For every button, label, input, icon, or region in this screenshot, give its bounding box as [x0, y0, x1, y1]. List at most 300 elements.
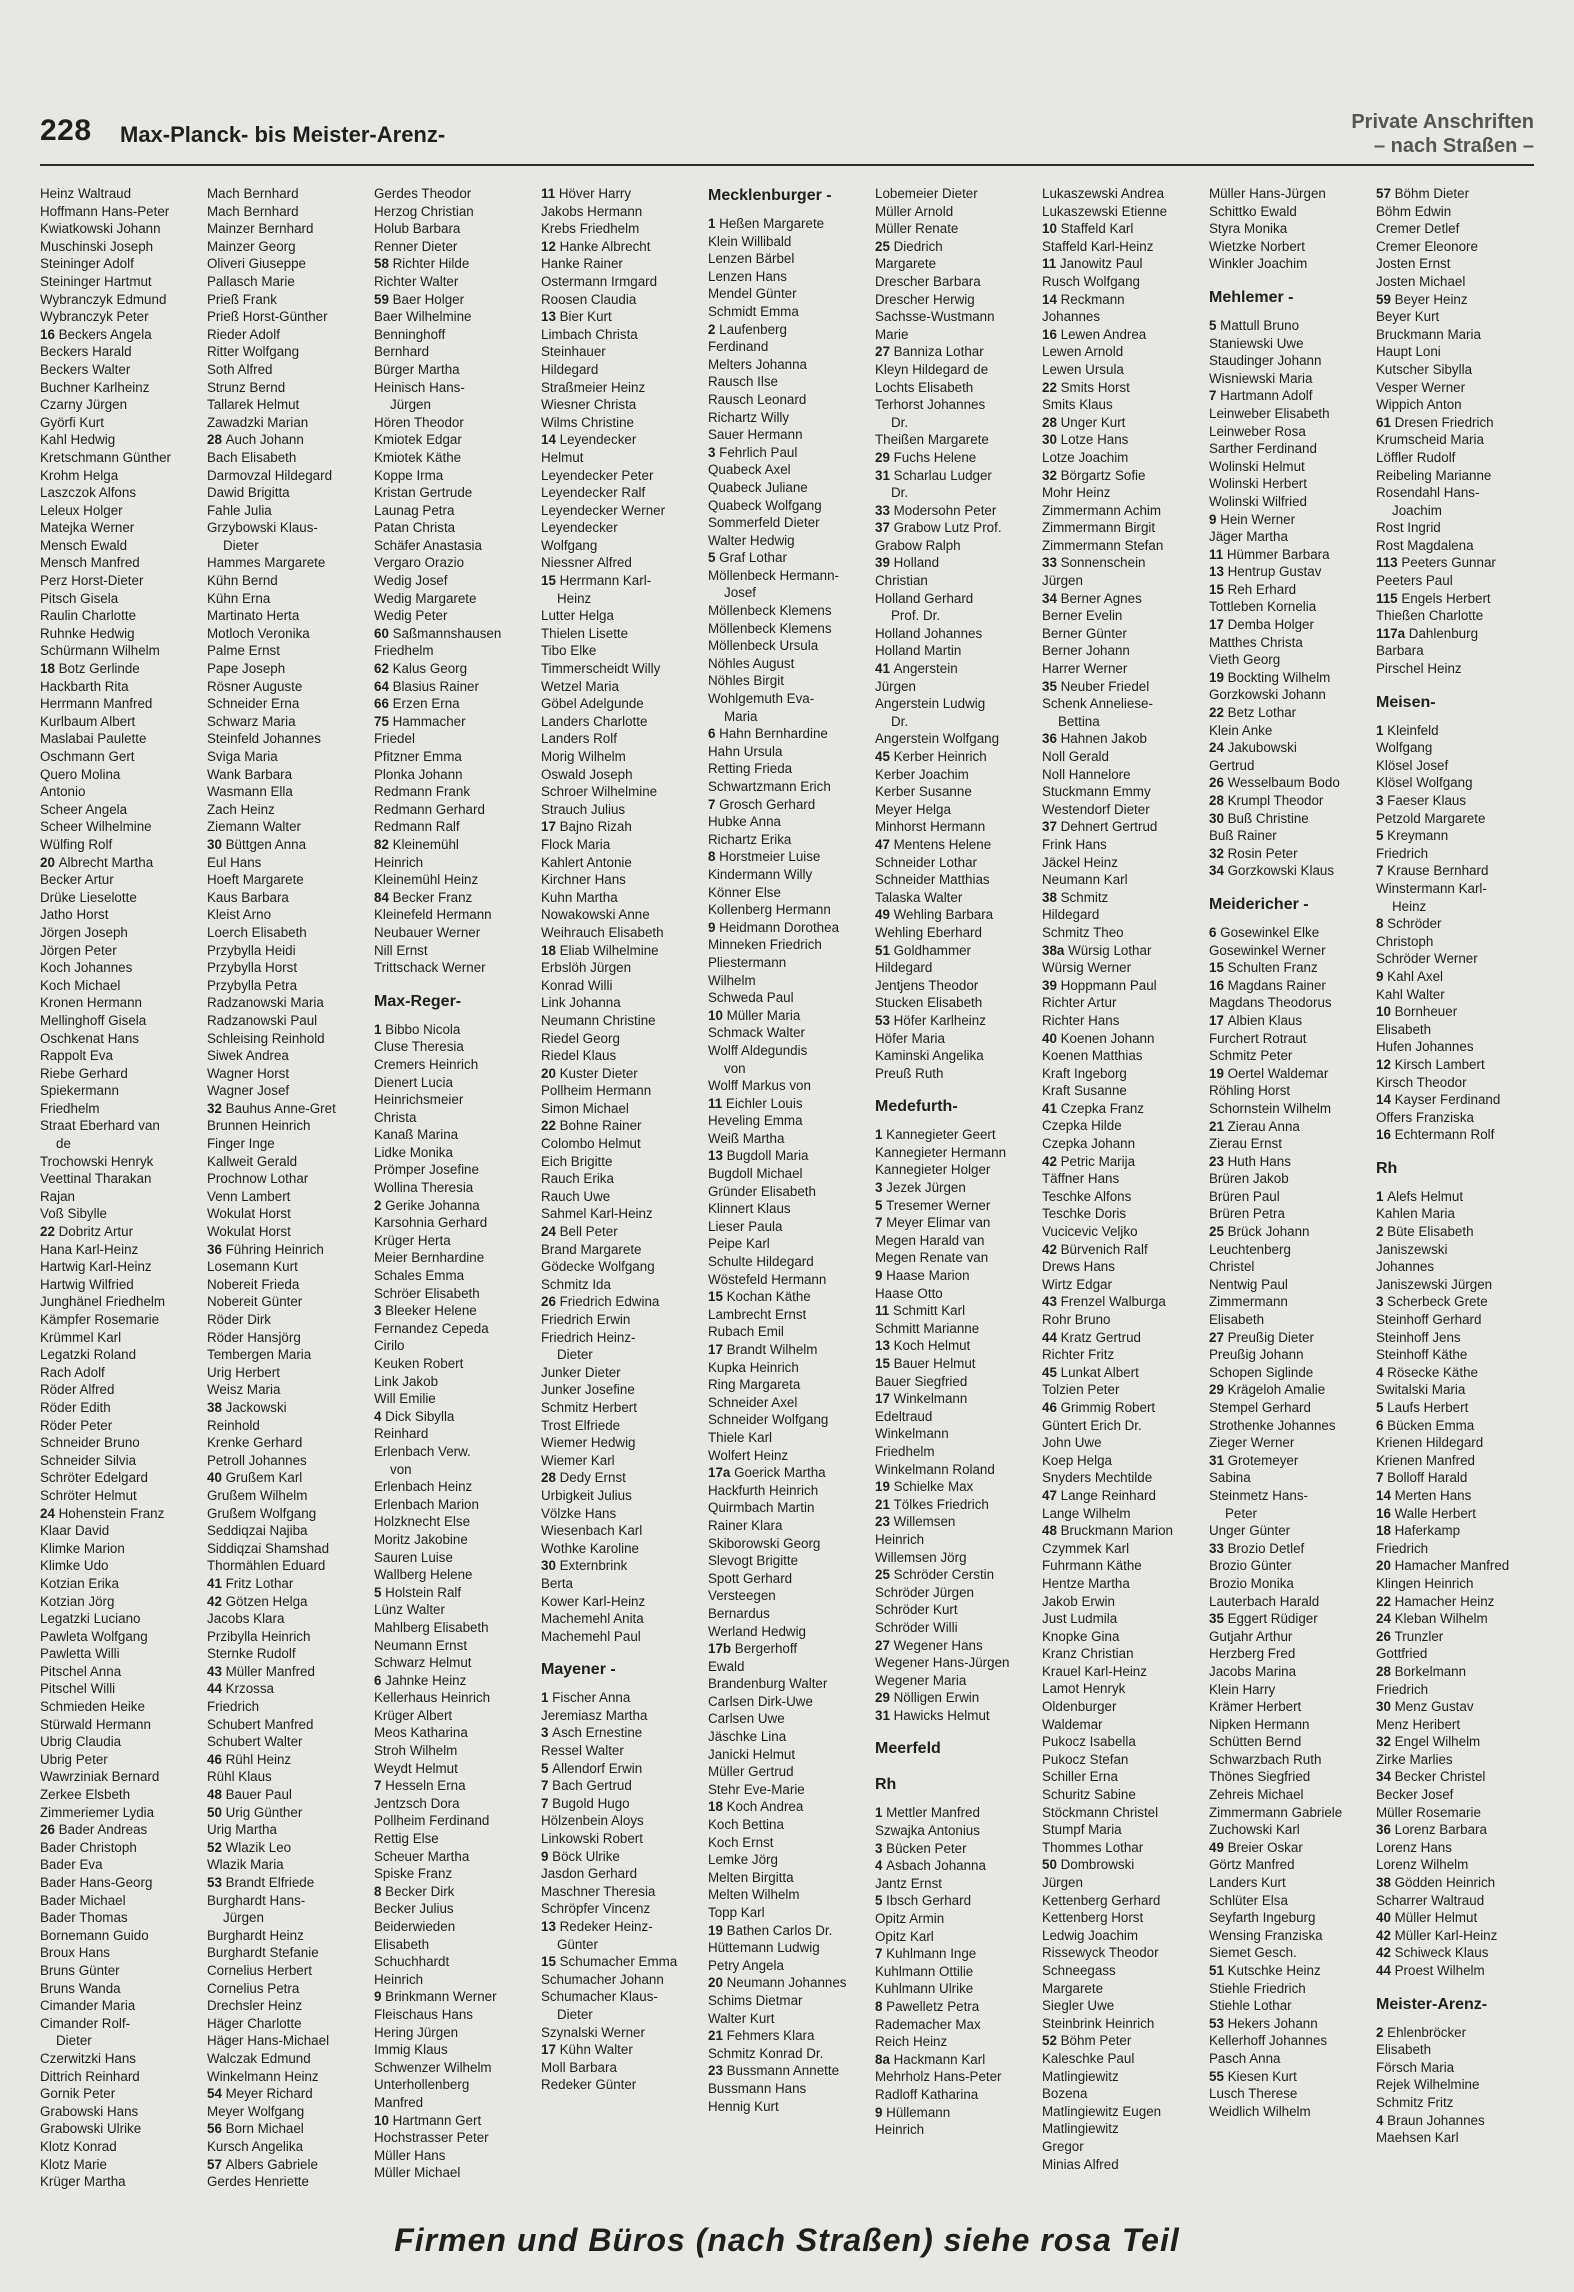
directory-entry: Gornik Peter	[40, 2086, 116, 2102]
directory-entry: Ledwig Joachim	[1042, 1927, 1139, 1943]
directory-entry	[1042, 379, 1202, 397]
directory-entry: Retting Frieda	[708, 761, 793, 777]
directory-entry	[541, 1724, 701, 1742]
directory-entry: Heinz	[557, 590, 592, 606]
directory-entry	[875, 238, 1035, 256]
directory-entry: Megen Harald van	[875, 1232, 985, 1248]
directory-entry: Holland Gerhard	[875, 590, 974, 606]
resident-name: Becker Franz	[392, 889, 473, 905]
resident-name: Tölkes Friedrich	[893, 1496, 989, 1512]
house-number: 24	[40, 1505, 59, 1521]
directory-entry: Wolinski Helmut	[1209, 458, 1305, 474]
street-heading: Meerfeld	[875, 1740, 941, 1758]
directory-entry: Stöckmann Christel	[1042, 1804, 1159, 1820]
directory-entry: Styra Monika	[1209, 221, 1288, 237]
directory-entry	[875, 1197, 1035, 1215]
directory-entry: Marie	[875, 326, 909, 342]
directory-entry: Holub Barbara	[374, 221, 461, 237]
house-number: 13	[708, 1148, 727, 1164]
resident-name: Reh Erhard	[1227, 581, 1297, 597]
house-number: 9	[875, 1268, 887, 1284]
resident-name: Dedy Ernst	[559, 1470, 626, 1486]
directory-entry: Winstermann Karl-	[1376, 880, 1487, 896]
directory-entry: Ressel Walter	[541, 1743, 624, 1759]
resident-name: Brück Johann	[1227, 1224, 1310, 1240]
directory-entry: Drews Hans	[1042, 1259, 1115, 1275]
directory-entry: Moritz Jakobine	[374, 1531, 468, 1547]
house-number: 10	[1042, 221, 1061, 237]
directory-entry: Görtz Manfred	[1209, 1857, 1295, 1873]
house-number: 37	[1042, 819, 1061, 835]
directory-entry: Krenke Gerhard	[207, 1435, 303, 1451]
directory-entry: Lidke Monika	[374, 1144, 453, 1160]
directory-entry: Klotz Marie	[40, 2156, 107, 2172]
directory-entry: Riedel Klaus	[541, 1048, 617, 1064]
directory-entry	[875, 1945, 1035, 1963]
directory-entry	[1376, 1927, 1536, 1945]
directory-entry	[1376, 968, 1536, 986]
directory-entry: Lambrecht Ernst	[708, 1306, 807, 1322]
directory-entry: Martinato Herta	[207, 608, 300, 624]
directory-entry: Stempel Gerhard	[1209, 1400, 1311, 1415]
directory-entry: Elisabeth	[1376, 2042, 1432, 2058]
resident-name: Büte Elisabeth	[1387, 1224, 1474, 1240]
directory-entry	[1209, 959, 1369, 977]
directory-entry: Brozio Monika	[1209, 1575, 1294, 1591]
house-number: 11	[1209, 546, 1227, 562]
directory-entry	[1209, 387, 1369, 405]
directory-entry: Wank Barbara	[207, 766, 293, 782]
house-number: 23	[875, 1514, 894, 1530]
resident-name: Allendorf Erwin	[552, 1760, 643, 1776]
directory-entry: Niessner Alfred	[541, 555, 632, 571]
resident-name: Bajno Rizah	[559, 819, 632, 835]
directory-entry: Fahle Julia	[207, 502, 272, 518]
directory-entry: Krüger Herta	[374, 1232, 451, 1248]
directory-entry	[207, 1469, 367, 1487]
house-number: 57	[207, 2156, 226, 2172]
resident-name: Fehmers Klara	[726, 2028, 815, 2044]
resident-name: Hentrup Gustav	[1227, 564, 1322, 580]
directory-entry: Klösel Wolfgang	[1376, 775, 1473, 791]
resident-name: Faeser Klaus	[1387, 793, 1467, 808]
directory-entry: Prochnow Lothar	[207, 1171, 309, 1187]
directory-entry: Petry Angela	[708, 1957, 784, 1973]
directory-entry: Lemke Jörg	[708, 1852, 778, 1868]
house-number: 18	[40, 661, 59, 677]
resident-name: Trunzler	[1394, 1628, 1444, 1644]
resident-name: Kirsch Lambert	[1394, 1056, 1485, 1072]
directory-entry: Möllenbeck Klemens	[708, 620, 832, 636]
directory-entry: Röder Peter	[40, 1417, 113, 1433]
directory-entry: Minneken Friedrich	[708, 937, 822, 953]
directory-entry: Losemann Kurt	[207, 1259, 298, 1275]
resident-name: Beckers Angela	[58, 326, 152, 342]
resident-name: Würsig Lothar	[1068, 942, 1152, 958]
resident-name: Kiesen Kurt	[1227, 2068, 1297, 2084]
directory-entry: Petroll Johannes	[207, 1452, 307, 1468]
directory-entry: Czepka Hilde	[1042, 1118, 1122, 1134]
directory-entry: Krienen Manfred	[1376, 1452, 1475, 1468]
directory-entry: Schuritz Sabine	[1042, 1787, 1136, 1803]
resident-name: Jakubowski	[1227, 740, 1297, 756]
house-number: 31	[875, 1707, 894, 1723]
house-number: 9	[875, 2104, 887, 2120]
directory-entry: Lewen Arnold	[1042, 344, 1124, 360]
directory-entry	[1376, 414, 1536, 432]
directory-entry: Oliveri Giuseppe	[207, 256, 306, 272]
directory-column-7	[1042, 185, 1202, 2205]
resident-name: Böck Ulrike	[552, 1848, 620, 1864]
directory-entry: Zimmermann Stefan	[1042, 537, 1164, 553]
house-number: 51	[1209, 1963, 1228, 1978]
directory-entry: Radloff Katharina	[875, 2086, 979, 2102]
directory-entry: Wothke Karoline	[541, 1540, 640, 1556]
directory-entry: Radzanowski Maria	[207, 995, 324, 1011]
directory-entry: Jentzsch Dora	[374, 1795, 460, 1811]
directory-entry: von	[390, 1461, 412, 1477]
directory-entry: Schwarzbach Ruth	[1209, 1751, 1322, 1767]
resident-name: Mettler Manfred	[886, 1805, 980, 1821]
house-number: 2	[1376, 2024, 1388, 2040]
resident-name: Dehnert Gertrud	[1060, 819, 1158, 835]
directory-entry: Kleinefeld Hermann	[374, 907, 492, 923]
directory-entry: Timmerscheidt Willy	[541, 661, 661, 677]
directory-entry: Kahl Hedwig	[40, 432, 116, 448]
directory-entry: Schwarz Helmut	[374, 1655, 472, 1671]
house-number: 48	[1042, 1523, 1061, 1539]
directory-entry: Christoph	[1376, 933, 1434, 949]
directory-entry: Krauel Karl-Heinz	[1042, 1663, 1147, 1679]
directory-entry	[1209, 1329, 1369, 1347]
directory-entry: Trost Elfriede	[541, 1417, 621, 1433]
house-number: 35	[1209, 1611, 1228, 1627]
directory-entry: Moll Barbara	[541, 2059, 617, 2075]
directory-entry: Urig Herbert	[207, 1364, 280, 1380]
directory-entry: Kettenberg Horst	[1042, 1910, 1144, 1926]
directory-entry	[1209, 739, 1369, 757]
directory-entry	[1376, 1821, 1536, 1839]
resident-name: Böhm Peter	[1060, 2033, 1132, 2049]
house-number: 46	[1042, 1399, 1061, 1415]
directory-entry	[207, 2120, 367, 2138]
directory-entry	[40, 854, 200, 872]
directory-entry: Redmann Frank	[374, 784, 471, 800]
directory-entry: Pfitzner Emma	[374, 749, 462, 764]
house-number: 82	[374, 836, 393, 852]
directory-entry	[708, 796, 868, 814]
directory-entry: Quabeck Wolfgang	[708, 497, 822, 513]
resident-name: Laufs Herbert	[1387, 1400, 1469, 1415]
directory-entry: Bettina	[1058, 713, 1100, 729]
directory-entry: Häger Hans-Michael	[207, 2033, 330, 2049]
directory-entry	[1209, 1118, 1369, 1136]
directory-entry: Müller Hans	[374, 2147, 446, 2163]
directory-entry: Becker Josef	[1376, 1787, 1454, 1803]
directory-entry: Darmovzal Hildegard	[207, 467, 333, 483]
resident-name: Kratz Gertrud	[1060, 1329, 1141, 1345]
directory-entry	[1376, 1610, 1536, 1628]
directory-entry: Neumann Christine	[541, 1012, 656, 1028]
resident-name: Menz Gustav	[1394, 1699, 1474, 1715]
house-number: 29	[1209, 1382, 1228, 1398]
resident-name: Walle Herbert	[1394, 1505, 1476, 1521]
street-heading: Mecklenburger -	[708, 187, 832, 204]
house-number: 12	[541, 238, 560, 254]
directory-entry: Hering Jürgen	[374, 2024, 459, 2040]
directory-entry: Klingen Heinrich	[1376, 1575, 1474, 1591]
house-number: 4	[374, 1408, 386, 1424]
resident-name: Banniza Lothar	[893, 344, 984, 360]
directory-entry: Müller Renate	[875, 221, 959, 237]
directory-entry: Ring Margareta	[708, 1377, 801, 1393]
resident-name: Hamacher Manfred	[1394, 1558, 1510, 1574]
directory-entry: Josten Michael	[1376, 273, 1466, 289]
directory-entry: Möllenbeck Hermann-	[708, 567, 839, 583]
directory-entry: Quero Molina	[40, 766, 121, 782]
directory-entry: Dieter	[223, 537, 259, 553]
directory-entry: Patan Christa	[374, 520, 456, 536]
house-number: 7	[1209, 388, 1221, 404]
resident-name: Huth Hans	[1227, 1153, 1291, 1169]
directory-entry: Sahmel Karl-Heinz	[541, 1206, 653, 1222]
page-header	[40, 108, 1534, 166]
directory-entry: Holzknecht Else	[374, 1514, 471, 1530]
directory-entry: Grabowski Ulrike	[40, 2121, 142, 2137]
directory-column-2	[207, 185, 367, 2205]
resident-name: Krumpl Theodor	[1227, 793, 1324, 808]
directory-entry: Redmann Gerhard	[374, 801, 485, 817]
directory-entry: Jäschke Lina	[708, 1729, 787, 1745]
house-number: 16	[1209, 977, 1228, 993]
resident-name: Laufenberg	[719, 321, 787, 337]
directory-entry: Cirilo	[374, 1338, 405, 1354]
resident-name: Breier Oskar	[1227, 1839, 1303, 1855]
directory-entry: Johannes	[1376, 1259, 1435, 1275]
directory-entry	[1376, 2112, 1536, 2130]
directory-entry	[541, 572, 701, 590]
house-number: 8a	[875, 2051, 894, 2067]
house-number: 5	[875, 1893, 887, 1909]
house-number: 21	[875, 1496, 894, 1512]
directory-entry: Zawadzki Marian	[207, 414, 309, 430]
directory-entry: Opitz Armin	[875, 1911, 945, 1927]
resident-name: Koch Andrea	[726, 1799, 804, 1815]
directory-entry	[1376, 1698, 1536, 1716]
resident-name: Willemsen	[893, 1514, 956, 1530]
directory-entry: Gerdes Theodor	[374, 186, 472, 201]
directory-entry: Pawletta Willi	[40, 1646, 120, 1662]
directory-entry	[541, 1918, 701, 1936]
directory-entry: Schröter Helmut	[40, 1487, 137, 1503]
directory-entry	[1376, 1223, 1536, 1241]
directory-entry: Oschmann Gert	[40, 749, 135, 764]
directory-entry	[875, 343, 1035, 361]
directory-entry: Cremer Detlef	[1376, 221, 1460, 237]
directory-entry: Schneider Axel	[708, 1394, 798, 1410]
directory-entry: Klotz Konrad	[40, 2138, 117, 2154]
house-number: 11	[708, 1095, 726, 1111]
directory-entry: Magdans Theodorus	[1209, 995, 1332, 1011]
directory-entry: Friedrich	[1376, 1540, 1429, 1556]
house-number: 7	[541, 1778, 553, 1794]
directory-entry: Kronen Hermann	[40, 995, 142, 1011]
resident-name: Bathen Carlos Dr.	[726, 1922, 833, 1938]
directory-entry	[875, 942, 1035, 960]
resident-name: Kannegieter Geert	[886, 1127, 996, 1143]
house-number: 20	[541, 1065, 560, 1081]
directory-entry	[40, 1223, 200, 1241]
directory-entry: Rosendahl Hans-	[1376, 485, 1480, 501]
resident-name: Bauer Helmut	[893, 1356, 976, 1371]
directory-entry	[541, 431, 701, 449]
directory-entry: Schmitz Fritz	[1376, 2094, 1454, 2110]
directory-entry: Rettig Else	[374, 1831, 439, 1847]
resident-name: Holstein Ralf	[385, 1584, 462, 1600]
directory-entry: Wirtz Edgar	[1042, 1276, 1112, 1292]
directory-entry: Kleist Arno	[207, 907, 272, 923]
directory-entry: Siemet Gesch.	[1209, 1945, 1297, 1961]
directory-entry	[374, 1302, 534, 1320]
house-number: 9	[1376, 968, 1388, 984]
directory-entry: Skiborowski Georg	[708, 1535, 821, 1551]
directory-entry: Raulin Charlotte	[40, 608, 137, 624]
directory-entry: Maehsen Karl	[1376, 2130, 1459, 2146]
directory-entry: Wehling Eberhard	[875, 924, 982, 940]
directory-entry	[875, 519, 1035, 537]
directory-entry: Staudinger Johann	[1209, 353, 1322, 369]
house-number: 44	[1042, 1329, 1061, 1345]
directory-entry: Bader Thomas	[40, 1910, 128, 1926]
directory-entry: Lusch Therese	[1209, 2086, 1298, 2102]
resident-name: Jackowski	[225, 1399, 287, 1415]
house-number: 2	[1376, 1224, 1388, 1240]
resident-name: Ibsch Gerhard	[886, 1893, 972, 1909]
directory-entry: Sabina	[1209, 1470, 1251, 1486]
directory-entry	[875, 1707, 1035, 1725]
directory-entry: de	[56, 1136, 71, 1152]
directory-entry: Würsig Werner	[1042, 960, 1132, 976]
house-number: 61	[1376, 414, 1395, 430]
directory-entry: Schims Dietmar	[708, 1992, 803, 2008]
directory-entry	[1376, 1056, 1536, 1074]
directory-entry	[1042, 818, 1202, 836]
directory-entry	[1042, 414, 1202, 432]
directory-entry: Leyendecker Peter	[541, 467, 654, 483]
directory-entry: Schulte Hildegard	[708, 1254, 814, 1270]
resident-name: Blasius Rainer	[392, 678, 479, 694]
resident-name: Bergerhoff	[734, 1641, 798, 1657]
directory-entry: Berta	[541, 1575, 574, 1591]
resident-name: Frenzel Walburga	[1060, 1294, 1166, 1310]
directory-entry	[374, 1777, 534, 1795]
directory-entry: Herzberg Fred	[1209, 1646, 1296, 1662]
house-number: 7	[875, 1215, 887, 1231]
house-number: 15	[708, 1289, 727, 1305]
house-number: 42	[1042, 1241, 1061, 1257]
house-number: 17	[708, 1342, 727, 1357]
directory-entry: Edeltraud	[875, 1408, 933, 1424]
directory-entry: Thiele Karl	[708, 1429, 773, 1445]
directory-entry: Schmitz Herbert	[541, 1399, 637, 1415]
house-number: 62	[374, 661, 393, 677]
house-number: 13	[875, 1338, 894, 1354]
directory-entry: Winkelmann Heinz	[207, 2068, 319, 2084]
house-number: 16	[1376, 1127, 1395, 1143]
directory-entry: Krumscheid Maria	[1376, 432, 1484, 448]
directory-entry: Pukocz Isabella	[1042, 1734, 1136, 1750]
directory-entry: Tallarek Helmut	[207, 397, 300, 413]
directory-entry: Lauterbach Harald	[1209, 1593, 1320, 1609]
directory-entry	[374, 291, 534, 309]
directory-entry	[374, 1672, 534, 1690]
directory-entry: Krümmel Karl	[40, 1329, 122, 1345]
directory-entry: Cremer Eleonore	[1376, 238, 1478, 254]
page-number: 228	[40, 114, 92, 147]
directory-entry: Jantz Ernst	[875, 1875, 942, 1891]
directory-entry: John Uwe	[1042, 1435, 1102, 1451]
directory-entry: Ruhnke Hedwig	[40, 625, 135, 641]
directory-entry: Przybylla Horst	[207, 960, 298, 976]
directory-entry: Györfi Kurt	[40, 414, 104, 430]
resident-name: Auch Johann	[225, 432, 304, 448]
resident-name: Kreymann	[1387, 828, 1449, 844]
house-number: 5	[708, 550, 720, 566]
directory-entry: Häger Charlotte	[207, 2015, 302, 2031]
directory-entry: Meyer Helga	[875, 801, 951, 817]
directory-entry: Zuchowski Karl	[1209, 1822, 1300, 1838]
directory-entry: Kotzian Jörg	[40, 1593, 115, 1609]
directory-entry	[1209, 1452, 1369, 1470]
directory-entry	[875, 1126, 1035, 1144]
directory-entry	[1209, 563, 1369, 581]
house-number: 1	[708, 216, 720, 231]
house-number: 48	[207, 1787, 226, 1803]
directory-entry	[1376, 554, 1536, 572]
resident-name: Bohne Rainer	[559, 1118, 642, 1134]
directory-entry	[875, 449, 1035, 467]
directory-entry	[1376, 862, 1536, 880]
directory-entry: Koch Bettina	[708, 1817, 784, 1833]
directory-entry: Mainzer Georg	[207, 238, 296, 254]
directory-entry: Teschke Alfons	[1042, 1188, 1132, 1204]
directory-entry: Czymmek Karl	[1042, 1540, 1130, 1556]
directory-entry: Wiesner Christa	[541, 397, 637, 413]
directory-entry: Koep Helga	[1042, 1452, 1112, 1468]
directory-entry	[1209, 669, 1369, 687]
resident-name: Kuster Dieter	[559, 1065, 638, 1081]
directory-entry: Thönes Siegfried	[1209, 1769, 1311, 1785]
directory-entry: Schroer Wilhelmine	[541, 784, 658, 800]
directory-entry: Pitschel Anna	[40, 1663, 122, 1679]
resident-name: Wlazik Leo	[225, 1839, 292, 1855]
directory-entry: Opitz Karl	[875, 1928, 934, 1944]
house-number: 25	[1209, 1224, 1228, 1240]
house-number: 53	[207, 1875, 226, 1890]
directory-entry	[207, 836, 367, 854]
directory-entry: Müller Arnold	[875, 203, 954, 219]
directory-entry	[374, 255, 534, 273]
house-number: 2	[374, 1197, 386, 1213]
resident-name: Bell Peter	[559, 1224, 618, 1240]
directory-entry: Rach Adolf	[40, 1364, 105, 1380]
directory-entry: Schröpfer Vincenz	[541, 1901, 651, 1917]
house-number: 7	[1376, 863, 1388, 879]
house-number: 9	[374, 1989, 386, 2005]
directory-entry: Hartwig Karl-Heinz	[40, 1259, 152, 1275]
house-number: 13	[541, 1919, 560, 1934]
directory-entry: Sviga Maria	[207, 749, 278, 764]
